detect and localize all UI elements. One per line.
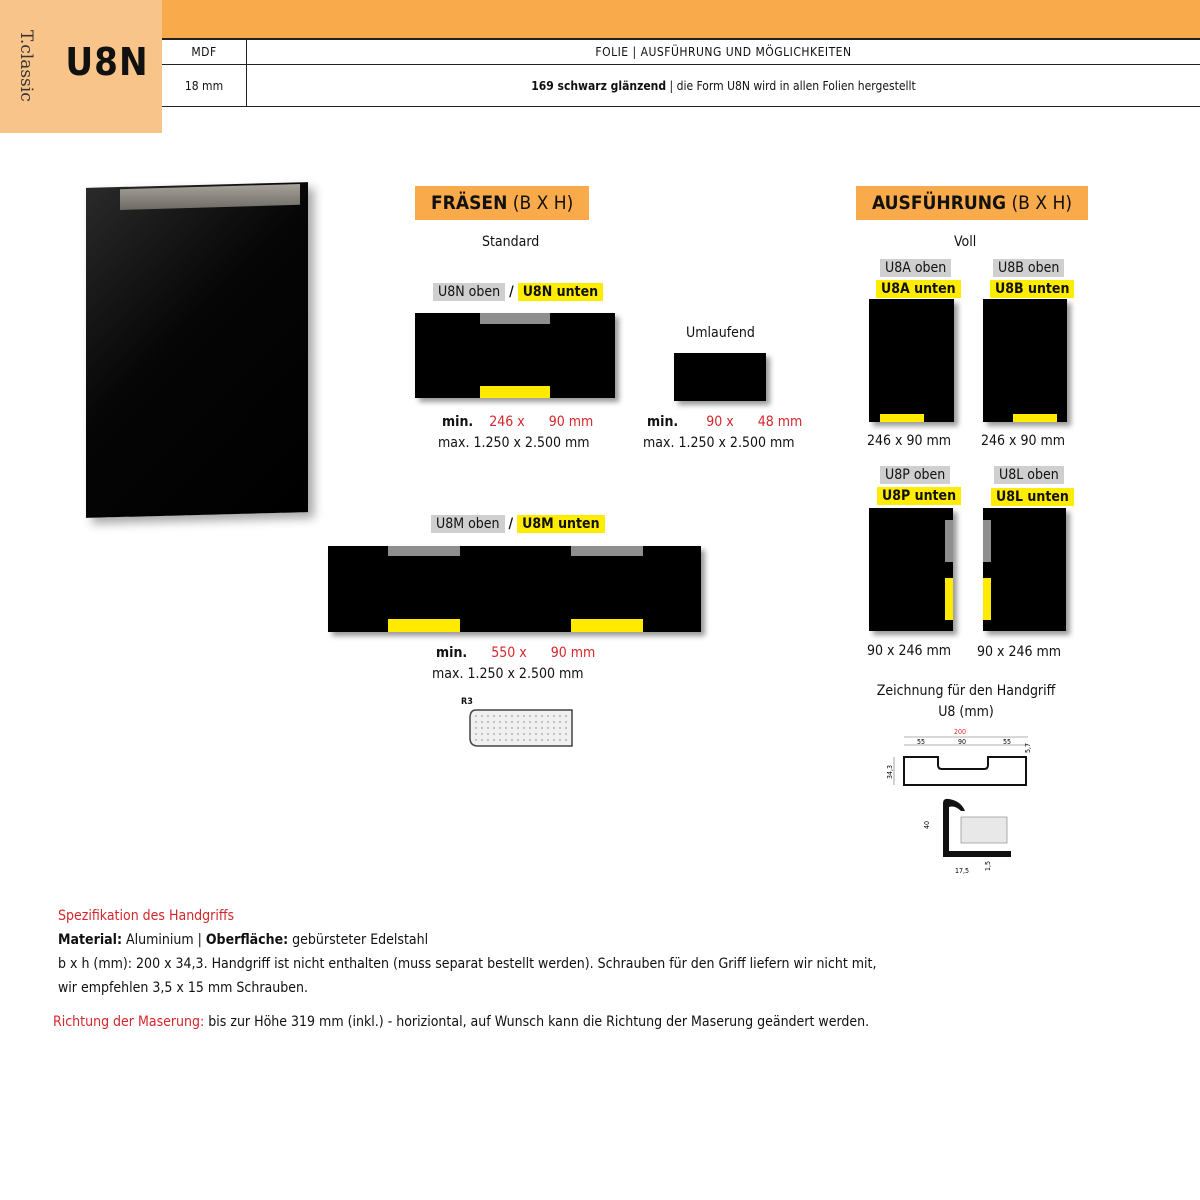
u8a-panel — [869, 299, 954, 422]
drawing-title-line1: Zeichnung für den Handgriff — [876, 683, 1056, 699]
u8a-grip — [880, 414, 924, 422]
u8p-unten-label: U8P unten — [877, 487, 961, 505]
u8b-unten-label: U8B unten — [990, 280, 1074, 298]
surface-label: Oberfläche: — [205, 932, 289, 948]
min-label: min. — [442, 414, 474, 430]
table-header-mdf: MDF — [162, 40, 247, 65]
r3-label: R3 — [461, 697, 473, 707]
u8l-grip-bottom — [983, 578, 991, 620]
dim-h: 34,3 — [886, 764, 894, 779]
header-bar — [162, 0, 1200, 40]
dim-c: 55 — [1002, 738, 1012, 746]
dim-h2: 40 — [923, 820, 931, 829]
min-label: min. — [647, 414, 679, 430]
max-dim: max. 1.250 x 2.500 mm — [643, 435, 795, 451]
ausfuehrung-unit: (B X H) — [1006, 192, 1072, 214]
grain-direction — [53, 1010, 869, 1034]
u8b-panel — [983, 299, 1067, 422]
surface-value: gebürsteter Edelstahl — [288, 932, 429, 948]
spec-line2: b x h (mm): 200 x 34,3. Handgriff ist nicht enthalten (muss separat bestellt werden). Schrauben für den Griff liefern wir nicht mit, — [58, 956, 877, 972]
min-height: 90 mm — [548, 414, 594, 430]
spec-material-line — [58, 928, 876, 952]
ausfuehrung-header — [856, 186, 1088, 220]
spec-table — [162, 40, 1200, 107]
dim-t: 1,5 — [984, 860, 992, 871]
min-width: 90 x — [706, 414, 734, 430]
spec-title: Spezifikation des Handgriffs — [58, 908, 235, 924]
u8m-oben-label: U8M oben — [431, 515, 505, 533]
u8n-dimensions — [438, 412, 594, 454]
dim-d: 5,7 — [1024, 742, 1032, 753]
grain-text: bis zur Höhe 319 mm (inkl.) - horiziontal, auf Wunsch kann die Richtung der Maserung geändert werden. — [204, 1014, 870, 1030]
drawing-title — [866, 681, 1066, 723]
umlaufend-label: Umlaufend — [686, 325, 755, 341]
handle-spec — [58, 904, 876, 1000]
handle-front-drawing — [880, 725, 1050, 795]
fraesen-title: FRÄSEN — [431, 192, 508, 214]
u8n-grip-top — [480, 313, 550, 324]
u8a-oben-label: U8A oben — [880, 259, 951, 277]
slash: / — [508, 516, 514, 532]
u8m-dimensions — [432, 643, 596, 685]
u8l-dimensions: 90 x 246 mm — [977, 644, 1062, 660]
brand-text: T.classic — [16, 30, 36, 102]
u8n-labels — [433, 284, 603, 300]
folie-color: 169 schwarz glänzend — [531, 78, 667, 93]
u8m-grip-top-right — [571, 546, 643, 556]
fraesen-header — [415, 186, 589, 220]
u8m-grip-bottom-right — [571, 619, 643, 632]
u8n-unten-label: U8N unten — [518, 283, 603, 301]
u8b-dimensions: 246 x 90 mm — [981, 433, 1066, 449]
min-label: min. — [436, 645, 468, 661]
spec-line3: wir empfehlen 3,5 x 15 mm Schrauben. — [58, 980, 308, 996]
u8p-panel — [869, 508, 953, 631]
u8b-grip — [1013, 414, 1057, 422]
u8p-oben-label: U8P oben — [880, 466, 950, 484]
umlaufend-dimensions — [643, 412, 803, 454]
u8m-grip-top-left — [388, 546, 460, 556]
u8m-panel — [328, 546, 701, 632]
dim-total: 200 — [953, 728, 967, 736]
u8a-dimensions: 246 x 90 mm — [867, 433, 952, 449]
u8l-oben-label: U8L oben — [994, 466, 1064, 484]
model-title: U8N — [65, 40, 149, 84]
dim-w2: 17,5 — [955, 867, 970, 875]
ausfuehrung-subtitle: Voll — [954, 234, 977, 250]
fraesen-unit: (B X H) — [507, 192, 574, 214]
max-dim: max. 1.250 x 2.500 mm — [432, 666, 584, 682]
u8p-grip-top — [945, 520, 953, 562]
u8p-dimensions: 90 x 246 mm — [867, 643, 952, 659]
table-header-folie: FOLIE | AUSFÜHRUNG UND MÖGLICHKEITEN — [247, 40, 1200, 65]
table-value-mdf: 18 mm — [162, 65, 247, 107]
min-width: 246 x — [489, 414, 525, 430]
min-height: 90 mm — [550, 645, 596, 661]
u8n-grip-bottom — [480, 386, 550, 398]
material-label: Material: — [58, 932, 122, 948]
u8b-oben-label: U8B oben — [993, 259, 1064, 277]
u8m-labels — [431, 516, 605, 532]
umlaufend-panel — [674, 353, 766, 401]
u8p-grip-bottom — [945, 578, 953, 620]
u8a-unten-label: U8A unten — [876, 280, 961, 298]
u8m-unten-label: U8M unten — [517, 515, 604, 533]
min-width: 550 x — [491, 645, 527, 661]
min-height: 48 mm — [757, 414, 803, 430]
u8l-unten-label: U8L unten — [991, 488, 1074, 506]
door-image — [86, 182, 308, 518]
brand-logo — [6, 30, 40, 106]
max-dim: max. 1.250 x 2.500 mm — [438, 435, 590, 451]
grain-label: Richtung der Maserung: — [53, 1014, 205, 1030]
dim-b: 90 — [957, 738, 967, 746]
drawing-title-line2: U8 (mm) — [938, 704, 994, 720]
u8n-oben-label: U8N oben — [433, 283, 505, 301]
dim-a: 55 — [916, 738, 926, 746]
table-value-folie — [247, 65, 1200, 107]
material-value: Aluminium | — [121, 932, 206, 948]
fraesen-subtitle: Standard — [482, 234, 540, 250]
ausfuehrung-title: AUSFÜHRUNG — [872, 192, 1007, 214]
u8l-panel — [983, 508, 1066, 631]
folie-note: | die Form U8N wird in allen Folien hergestellt — [666, 78, 916, 93]
slash: / — [509, 284, 514, 300]
edge-profile-drawing — [468, 708, 576, 756]
u8l-grip-top — [983, 520, 991, 562]
handle-profile-drawing — [915, 795, 1025, 880]
u8m-grip-bottom-left — [388, 619, 460, 632]
